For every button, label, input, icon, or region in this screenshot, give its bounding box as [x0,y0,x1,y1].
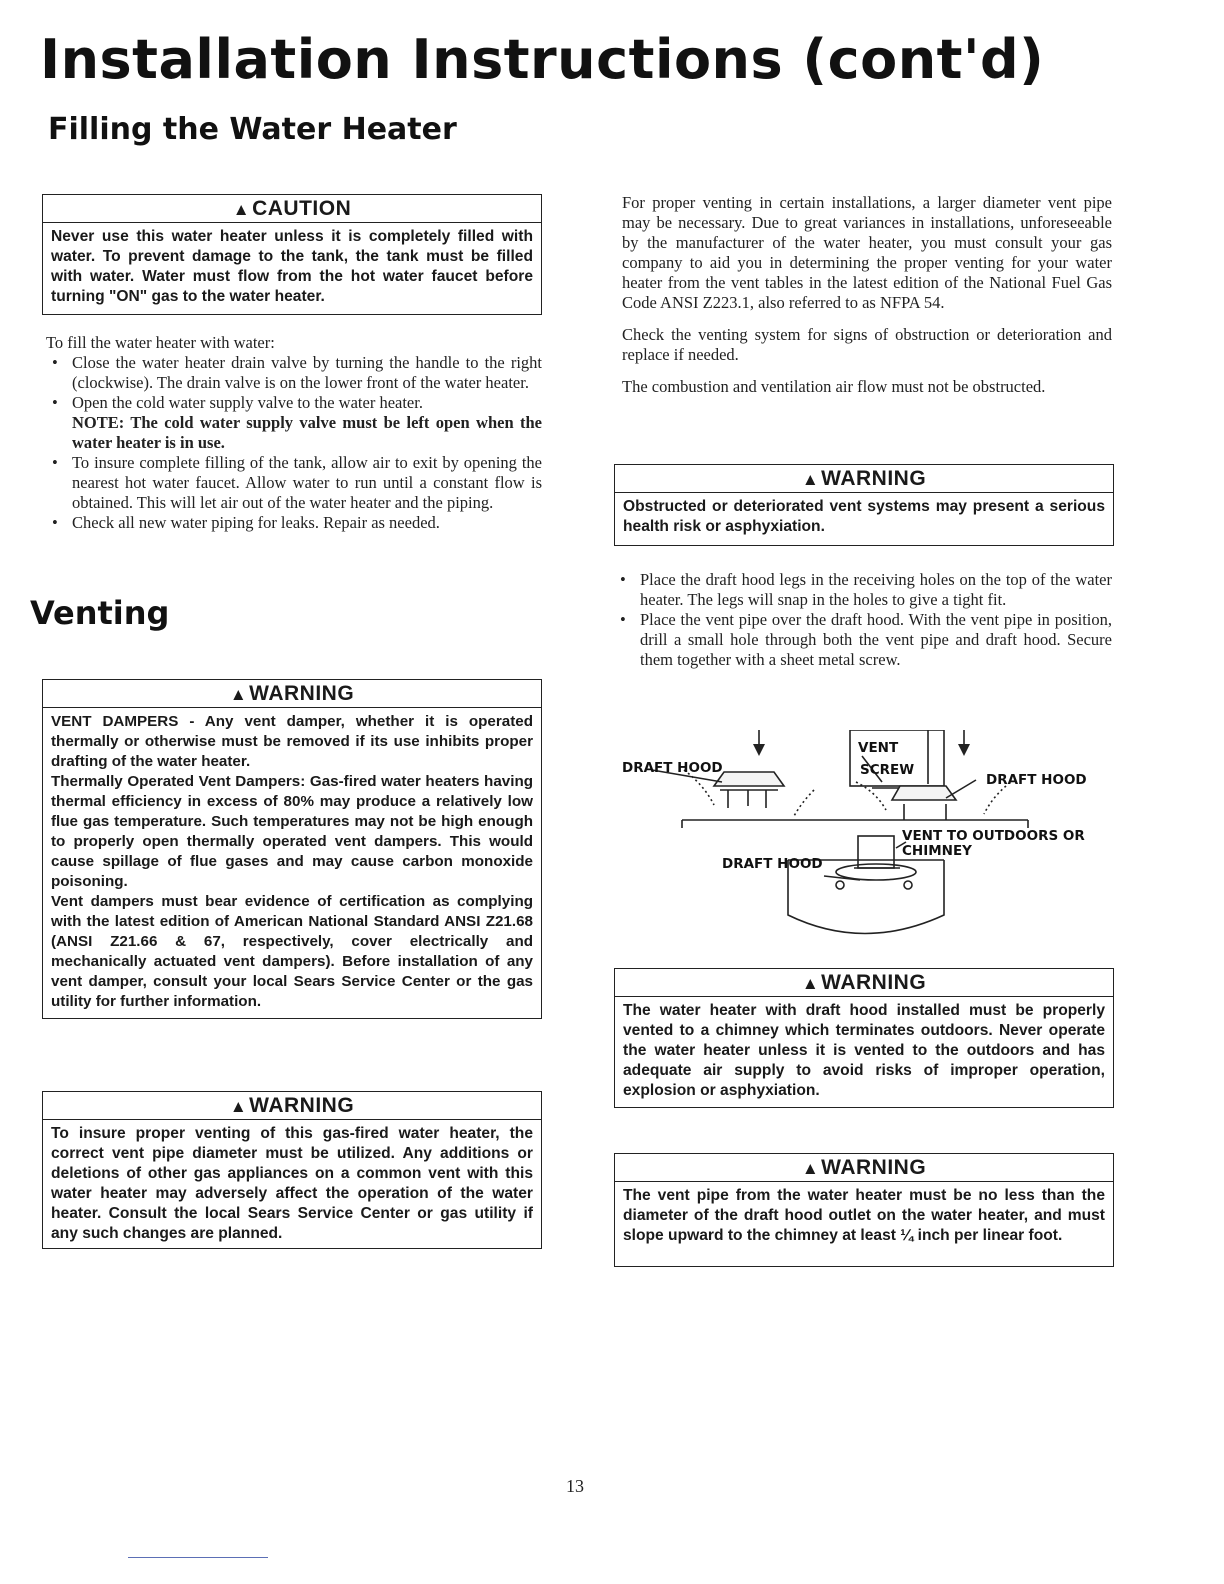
warning-vent-dampers-box [42,679,542,1019]
filling-step-2: • Open the cold water supply valve to the water heater. NOTE: The cold water supply valve must be left open when the water heater is in use. [46,393,542,453]
draft-hood-step-2: • Place the vent pipe over the draft hood. With the vent pipe in position, drill a small hole through both the vent pipe and draft hood. Secure them together with a sheet metal screw. [614,610,1112,670]
page-title: Installation Instructions (cont'd) [40,28,1045,91]
label-draft-hood-bottom: DRAFT HOOD [722,856,823,872]
warning-triangle-icon: ▲ [229,685,248,704]
label-draft-hood-left: DRAFT HOOD [622,760,723,776]
warning-chimney-text: The water heater with draft hood installed must be properly vented to a chimney which terminates outdoors. Never operate the water heater unless it is vented to the outdoors and has adequate air supply to avoid risks of improper operation, explosion or asphyxiation. [623,1002,1105,1099]
warning-heading: ▲WARNING [615,465,1113,493]
venting-paragraphs [622,193,1112,409]
warning-heading: ▲WARNING [615,1154,1113,1182]
warning-triangle-icon: ▲ [232,200,251,219]
venting-paragraph-3: The combustion and ventilation air flow must not be obstructed. [622,377,1046,396]
draft-hood-step-1: • Place the draft hood legs in the receiving holes on the top of the water heater. The legs will snap in the holes to give a tight fit. [614,570,1112,610]
warning-obstructed-box [614,464,1114,546]
venting-paragraph-1: For proper venting in certain installations, a larger diameter vent pipe may be necessary. Due to great variances in installations, unforeseeable by the manufacturer of the water heater, you must consult your gas company to aid you in determining the proper venting for your water heater from the vent tables in the latest edition of the National Fuel Gas Code ANSI Z223.1, also referred to as NFPA 54. [622,193,1112,312]
section-title-filling: Filling the Water Heater [48,112,457,147]
certification-paragraph: Vent dampers must bear evidence of certification as complying with the latest edition of American National Standard ANSI Z21.68 (ANSI Z21.66 & 67, respectively, cover electrically and mechanically actuated vent dampers). Before installation of any vent damper, consult your local Sears Service Center or the gas utility for further information. [51,893,533,1010]
warning-triangle-icon: ▲ [229,1097,248,1116]
warning-heading: ▲WARNING [615,969,1113,997]
label-chimney: CHIMNEY [902,843,972,859]
section-title-venting: Venting [30,594,170,632]
filling-note: NOTE: The cold water supply valve must be left open when the water heater is in use. [72,413,542,452]
label-screw: SCREW [860,762,915,778]
filling-instructions [46,333,542,533]
draft-hood-diagram [614,730,1114,940]
vent-dampers-paragraph: VENT DAMPERS - Any vent damper, whether it is operated thermally or otherwise must be removed if its use inhibits proper drafting of the water heater. [51,713,533,770]
label-vent-to-outdoors: VENT TO OUTDOORS OR [902,828,1085,844]
warning-triangle-icon: ▲ [801,974,820,993]
filling-intro: To fill the water heater with water: [46,333,275,352]
venting-paragraph-2: Check the venting system for signs of obstruction or deterioration and replace if needed. [622,325,1112,364]
warning-vent-diameter-text: To insure proper venting of this gas-fired water heater, the correct vent pipe diameter must be utilized. Any additions or deletions of other gas appliances on a common vent with this water heater may adversely affect the operation of the water heater. Consult the local Sears Service Center or gas utility if any such changes are planned. [51,1125,533,1242]
thermal-dampers-paragraph: Thermally Operated Vent Dampers: Gas-fired water heaters having thermal efficiency in excess of 80% may produce a relatively low flue gas temperature. Such temperatures may not be high enough to properly open thermally operated vent dampers. This would cause spillage of flue gases and may cause carbon monoxide poisoning. [51,773,533,890]
warning-vent-dampers-text [43,708,541,1018]
label-draft-hood-right: DRAFT HOOD [986,772,1087,788]
warning-triangle-icon: ▲ [801,470,820,489]
page-number: 13 [566,1476,584,1496]
warning-obstructed-text: Obstructed or deteriorated vent systems may present a serious health risk or asphyxiation. [623,498,1105,535]
warning-heading: ▲WARNING [43,680,541,708]
warning-slope-box [614,1153,1114,1267]
warning-chimney-box [614,968,1114,1108]
filling-step-3: • To insure complete filling of the tank, allow air to exit by opening the nearest hot water faucet. Allow water to run until a constant flow is obtained. This will let air out of the water heater and the piping. [46,453,542,513]
warning-heading: ▲WARNING [43,1092,541,1120]
warning-slope-text: The vent pipe from the water heater must be no less than the diameter of the draft hood outlet on the water heater, and must slope upward to the chimney at least ¼ inch per linear foot. [623,1187,1105,1244]
footer-divider [128,1557,268,1558]
caution-text: Never use this water heater unless it is completely filled with water. To prevent damage to the tank, the tank must be filled with water. Water must flow from the hot water faucet before turning "ON" gas to the water heater. [51,228,533,305]
warning-triangle-icon: ▲ [801,1159,820,1178]
caution-heading: ▲CAUTION [43,195,541,223]
filling-step-4: • Check all new water piping for leaks. Repair as needed. [46,513,542,533]
warning-vent-diameter-box [42,1091,542,1249]
draft-hood-steps [614,570,1112,670]
caution-box [42,194,542,315]
label-vent: VENT [858,740,899,756]
filling-step-1: • Close the water heater drain valve by turning the handle to the right (clockwise). The drain valve is on the lower front of the water heater. [46,353,542,393]
